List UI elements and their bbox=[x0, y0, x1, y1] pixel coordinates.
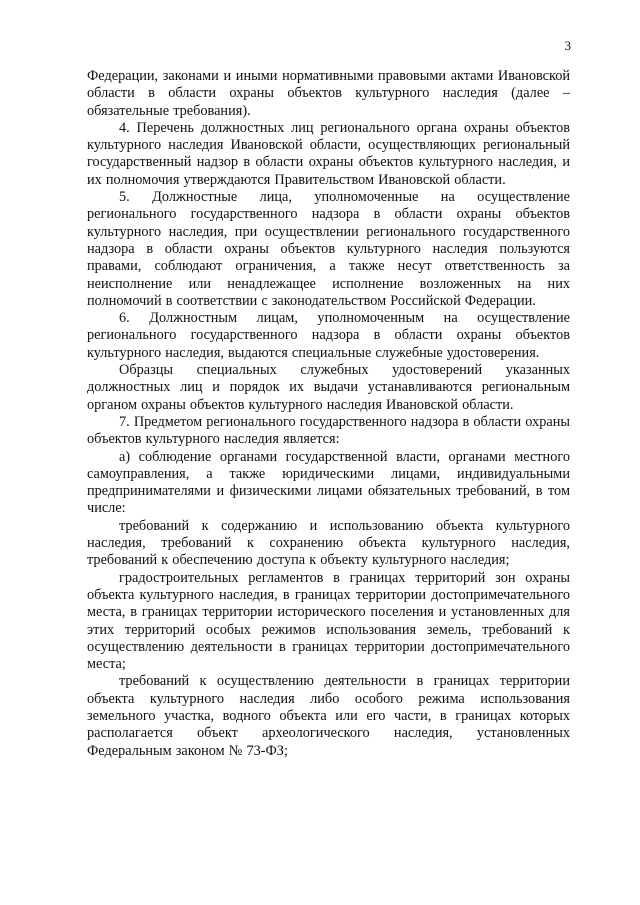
paragraph-continuation: Федерации, законами и иными нормативными правовыми актами Ивановской области в области охраны объектов культурного наследия (далее – обязательные требования). bbox=[87, 68, 570, 119]
paragraph-item-6: 6. Должностным лицам, уполномоченным на осуществление регионального государственного надзора в области охраны объектов культурного наследия, выдаются специальные служебные удостоверения. bbox=[87, 310, 570, 361]
paragraph-item-4: 4. Перечень должностных лиц регионального органа охраны объектов культурного наследия Ивановской области, осуществляющих региональный государственный надзор в области охраны объектов культурного наследия, и их полномочия утверждаются Правительством Ивановской области. bbox=[87, 119, 570, 188]
paragraph-urban-regulations: градостроительных регламентов в границах территорий зон охраны объекта культурного наследия, в границах территории достопримечательного места, в границах территории исторического поселения и установленных для этих территорий особых режимов использования земель, требований к осуществлению деятельности в границах территории достопримечательного места; bbox=[87, 569, 570, 673]
paragraph-subitem-a: а) соблюдение органами государственной власти, органами местного самоуправления, а также юридическими лицами, индивидуальными предпринимателями и физическими лицами обязательных требований, в том числе: bbox=[87, 448, 570, 517]
paragraph-certificate-samples: Образцы специальных служебных удостоверений указанных должностных лиц и порядок их выдачи устанавливаются региональным органом охраны объектов культурного наследия Ивановской области. bbox=[87, 362, 570, 413]
document-body bbox=[87, 68, 570, 760]
paragraph-requirements-maintenance: требований к содержанию и использованию объекта культурного наследия, требований к сохранению объекта культурного наследия, требований к обеспечению доступа к объекту культурного наследия; bbox=[87, 517, 570, 569]
page-number: 3 bbox=[564, 38, 571, 53]
paragraph-requirements-activity: требований к осуществлению деятельности в границах территории объекта культурного наследия либо особого режима использования земельного участка, водного объекта или его части, в границах которых располагается объект археологического наследия, установленных Федеральным законом № 73-ФЗ; bbox=[87, 673, 570, 759]
paragraph-item-5: 5. Должностные лица, уполномоченные на осуществление регионального государственного надзора в области охраны объектов культурного наследия, при осуществлении регионального государственного надзора в области охраны объектов культурного наследия пользуются правами, соблюдают ограничения, а также несут ответственность за неисполнение или ненадлежащее исполнение возложенных на них полномочий в соответствии с законодательством Российской Федерации. bbox=[87, 189, 570, 309]
paragraph-item-7: 7. Предметом регионального государственного надзора в области охраны объектов культурного наследия является: bbox=[87, 413, 570, 448]
